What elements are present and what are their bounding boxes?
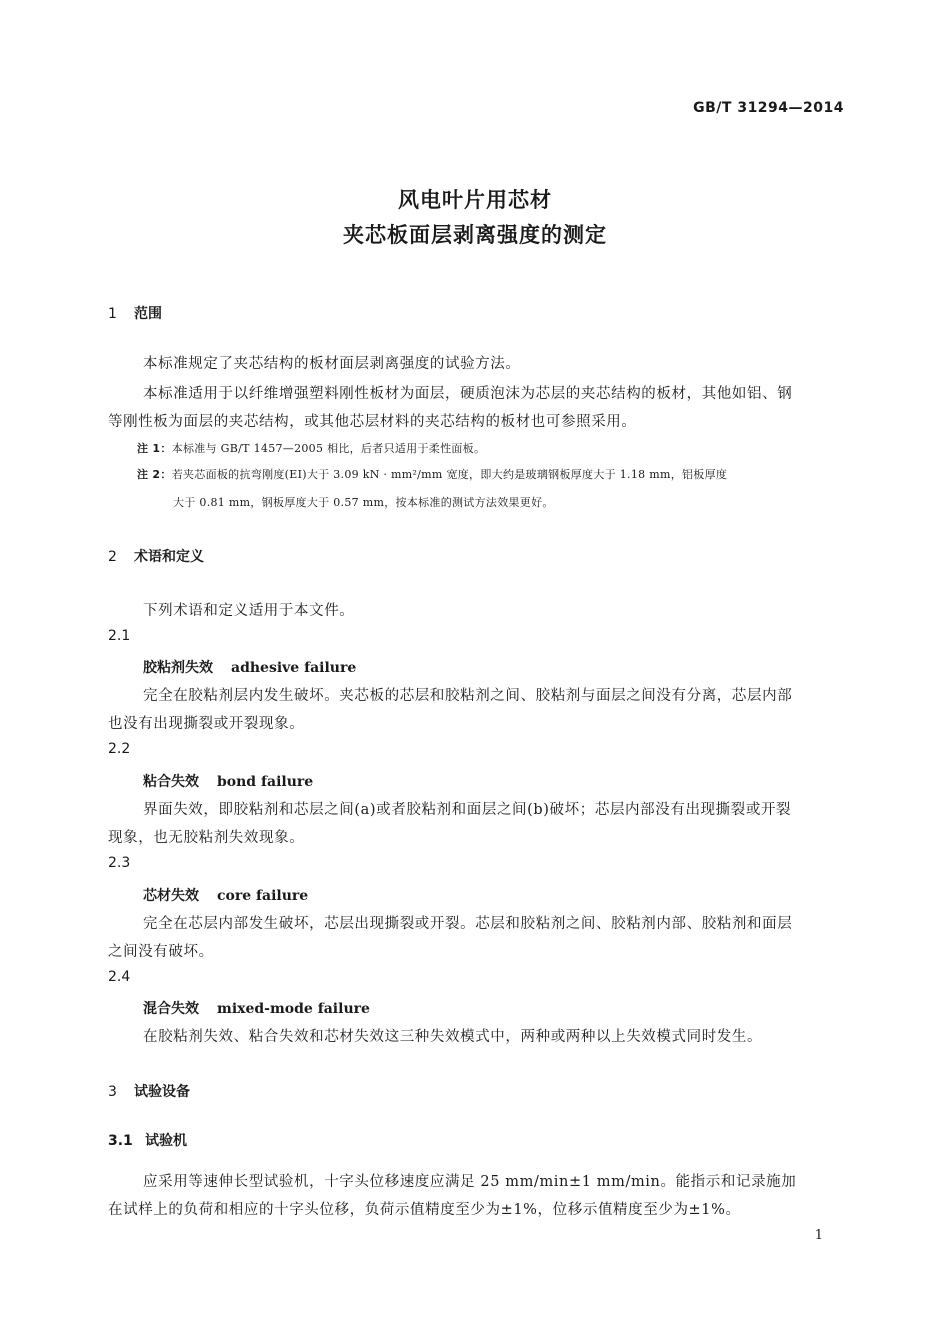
term-en: mixed-mode failure <box>217 1001 370 1017</box>
note-label: 注 1： <box>137 442 172 455</box>
page-number: 1 <box>814 1228 823 1243</box>
paragraph: 也没有出现撕裂或开裂现象。 <box>108 716 305 732</box>
term-title <box>143 771 313 791</box>
document-title-line2: 夹芯板面层剥离强度的测定 <box>343 223 607 247</box>
term-en: core failure <box>217 888 309 904</box>
term-title <box>143 657 356 677</box>
paragraph: 完全在芯层内部发生破坏，芯层出现撕裂或开裂。芯层和胶粘剂之间、胶粘剂内部、胶粘剂和面层 <box>143 916 793 932</box>
section-title: 范围 <box>134 306 162 322</box>
term-zh: 粘合失效 <box>143 774 199 790</box>
note-label: 注 2： <box>137 468 172 481</box>
section-3-heading <box>108 1081 190 1101</box>
note-text: 本标准与 GB/T 1457—2005 相比，后者只适用于柔性面板。 <box>171 442 486 455</box>
section-1-heading <box>108 303 162 323</box>
standard-code: GB/T 31294—2014 <box>693 100 844 116</box>
section-title: 试验设备 <box>134 1084 190 1100</box>
paragraph: 界面失效，即胶粘剂和芯层之间(a)或者胶粘剂和面层之间(b)破坏；芯层内部没有出现撕裂或开裂 <box>143 802 792 818</box>
term-title <box>143 998 370 1018</box>
note-text: 大于 0.81 mm，钢板厚度大于 0.57 mm，按本标准的测试方法效果更好。 <box>173 496 554 509</box>
term-number: 2.4 <box>108 969 131 985</box>
document-title-line1: 风电叶片用芯材 <box>398 188 552 212</box>
term-number: 2.1 <box>108 628 131 644</box>
section-number: 1 <box>108 306 117 322</box>
section-title: 术语和定义 <box>134 549 204 565</box>
note-2 <box>137 466 727 482</box>
term-number: 2.3 <box>108 855 131 871</box>
term-number: 2.2 <box>108 741 131 757</box>
paragraph: 现象，也无胶粘剂失效现象。 <box>108 830 305 846</box>
term-title <box>143 885 308 905</box>
subsection-3-1-heading <box>108 1130 187 1150</box>
paragraph: 在胶粘剂失效、粘合失效和芯材失效这三种失效模式中，两种或两种以上失效模式同时发生。 <box>143 1029 763 1045</box>
paragraph: 本标准适用于以纤维增强塑料刚性板材为面层，硬质泡沫为芯层的夹芯结构的板材，其他如铝、钢 <box>143 386 793 402</box>
section-2-heading <box>108 546 204 566</box>
note-1 <box>137 440 485 456</box>
section-number: 3 <box>108 1084 117 1100</box>
subsection-number: 3.1 <box>108 1133 133 1149</box>
note-text: 若夹芯面板的抗弯刚度(EI)大于 3.09 kN · mm²/mm 宽度，即大约是玻璃钢板厚度大于 1.18 mm，铝板厚度 <box>171 468 728 481</box>
paragraph: 之间没有破坏。 <box>108 944 214 960</box>
paragraph: 本标准规定了夹芯结构的板材面层剥离强度的试验方法。 <box>143 356 521 372</box>
paragraph: 完全在胶粘剂层内发生破坏。夹芯板的芯层和胶粘剂之间、胶粘剂与面层之间没有分离，芯层内部 <box>143 688 793 704</box>
term-en: bond failure <box>217 774 314 790</box>
paragraph: 等刚性板为面层的夹芯结构，或其他芯层材料的夹芯结构的板材也可参照采用。 <box>108 414 637 430</box>
term-zh: 胶粘剂失效 <box>143 660 213 676</box>
paragraph: 在试样上的负荷和相应的十字头位移，负荷示值精度至少为±1%，位移示值精度至少为±1%。 <box>108 1202 741 1218</box>
paragraph: 下列术语和定义适用于本文件。 <box>143 603 355 619</box>
paragraph: 应采用等速伸长型试验机，十字头位移速度应满足 25 mm/min±1 mm/min。能指示和记录施加 <box>143 1174 797 1190</box>
section-number: 2 <box>108 549 117 565</box>
subsection-title: 试验机 <box>145 1133 187 1149</box>
term-zh: 混合失效 <box>143 1001 199 1017</box>
term-en: adhesive failure <box>231 660 357 676</box>
term-zh: 芯材失效 <box>143 888 199 904</box>
